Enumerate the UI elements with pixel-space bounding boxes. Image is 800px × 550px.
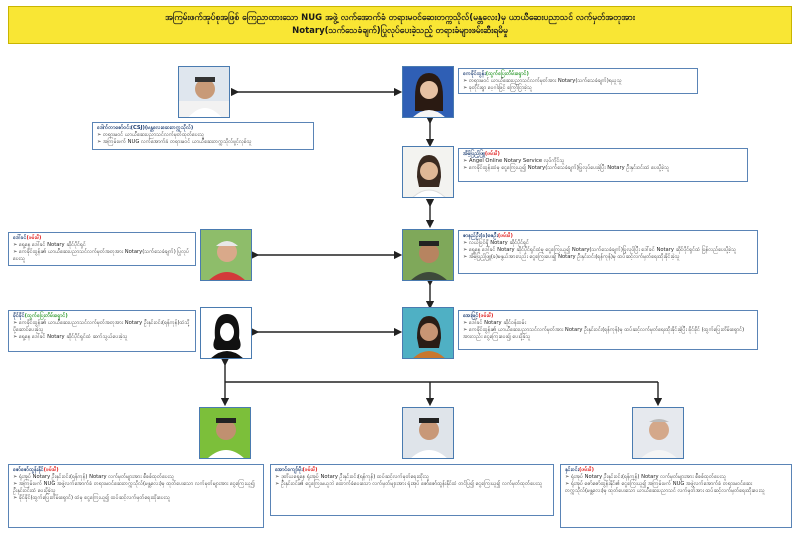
photo-p1 (178, 66, 230, 118)
item-p9-0: ➢ ဒုတိယရှေ့နေ ရုံးအုပ် Notary ဦးနှင်းဝင်း(ရန်ကုန်) ထပ်ဆင့်လက်မှတ်ရေးထိုးသူ (275, 474, 549, 481)
item-p4-0: ➢ ရှေ့နေ ဒေါ်ခင် Notary ဆိုင်ပိုင်ရှင် (13, 242, 191, 249)
card-p1 (92, 122, 314, 150)
photo-p10 (632, 407, 684, 459)
item-p8-1: ➢ အကြမ်းဖက် NUG အဖွဲ့လက်အောက်ခံ တရားမဝင်ဆေးတက္ကသိုလ်(မန္တလေး)မှ ထုတ်ပေးသော လက်မှတ်များအား ငွေကြေးယူ၍ ဦးနှင်းဝင်းထံ ပေးပို့ခဲ့သူ (13, 481, 259, 495)
photo-p3 (402, 146, 454, 198)
item-p4-1: ➢ ကေခိုင်ထွန်း၏ ယာယီဆေးပညာသင်လက်မှတ်အတုအား Notary(သက်သေခံချက်) ပြုလုပ်ပေးသူ (13, 249, 191, 263)
name-p3: အိမ့်ပြည့်ဖြူ (463, 151, 485, 157)
item-p6-0: ➢ ကေခိုင်ထွန်း၏ ယာယီဆေးပညာသင်လက်မှတ်အတုအား Notary ဦးနှင်းဝင်း(ရန်ကုန်)ထံသို့ ပို့ဆောင်ပေးခဲ့သူ (13, 320, 191, 334)
card-p8 (8, 464, 264, 528)
name-p5: ဇာနည်ဦး(ခ)ဇေဦး (463, 233, 498, 239)
card-p6 (8, 310, 196, 352)
item-p7-1: ➢ ကေခိုင်ထွန်း၏ ယာယီဆေးပညာသင်လက်မှတ်အား Notary ဦးနှင်းဝင်း(ရန်ကုန်)မှ ထပ်ဆင့်လက်မှတ်ရေးထိုးခိုင်းခဲ့ပြီး ခိုင်ခိုင် (ထွက်ပြေးတိမ်းရှောင်) အားလည်း ငွေကြေးပေး၍ ပေးပို့ခဲ့သူ (463, 327, 753, 341)
photo-p7 (402, 307, 454, 359)
status-p3: (ဖမ်းမိ) (484, 151, 500, 157)
status-p5: (ဖမ်းမိ) (497, 233, 513, 239)
item-p9-1: ➢ ဦးနှင်းဝင်း၏ ငွေကြေးမယူဘဲ ထောက်ခံပေးသော လက်မှတ်များအား ရုံးအုပ် ဇော်ဇော်ထွန်းနိုင်ထံ တင်ပြ၍ ငွေကြေးယူ၍ လက်မှတ်ထုတ်ပေးသူ (275, 481, 549, 488)
photo-p5 (402, 229, 454, 281)
name-p2: ကေခိုင်ထွန်း (463, 71, 486, 77)
photo-p4 (200, 229, 252, 281)
name-p8: ဇော်ဇော်ထွန်းနိုင် (13, 467, 44, 473)
card-p10 (560, 464, 792, 528)
card-p2 (458, 68, 698, 94)
item-p3-1: ➢ ကေခိုင်ထွန်းထံမှ ငွေကြေးယူ၍ Notary(သက်သေခံချက်)ပြုလုပ်ပေးခဲ့ပြီး Notary ဦးနှင်းဝင်းထံ ပေးပို့ခဲ့သူ (463, 165, 743, 172)
photo-p6-silhouette (200, 307, 252, 359)
name-p1: ဒေါက်တာဇော်ဝင်း(CSJ)(မန္တလေးဆေးတက္ကသိုလ်) (97, 125, 194, 131)
item-p2-0: ➢ တရားမဝင် ယာယီဆေးပညာသင်လက်မှတ်အား Notary(သက်သေခံချက်)ရယူသူ (463, 78, 693, 85)
title-line-2: Notary(သက်သေခံချက်)ပြုလုပ်ပေးခဲ့သည့် တရားခံများဖမ်းဆီးရမိမှု (292, 26, 508, 36)
name-p9: အောင်ကျော်မိုး (275, 467, 303, 473)
card-p4 (8, 232, 196, 266)
item-p10-1: ➢ ရုံးအုပ် ဇော်ဇော်ထွန်းနိုင်၏ ငွေကြေးယူ၍ အကြမ်းဖက် NUG အဖွဲ့လက်အောက်ခံ တရားမဝင်ဆေးတက္ကသိုလ်(မန္တလေး)မှ ထုတ်ပေးသော ယာယီဆေးပညာသင် လက်မှတ်အား ထပ်ဆင့်လက်မှတ်ရေးထိုးပေးသူ (565, 481, 787, 495)
item-p5-1: ➢ ရှေ့နေ ဒေါ်ခင် Notary ဆိုင်ပိုင်ရှင်ထံမှ ငွေကြေးယူ၍ Notary(သက်သေခံချက်)ပြုလုပ်ပြီး ဒေါ်ခင် Notary ဆိုင်ပိုင်ရှင်ထံ ပြန်လည်ပေးပို့ခဲ့သူ (463, 247, 753, 254)
status-p8: (ဖမ်းမိ) (43, 467, 59, 473)
item-p5-2: ➢ အိမ့်ပြည့်ဖြူ(ခ)မနွယ်အားလည်း ငွေကြေးပေး၍ Notary ဦးနှင်းဝင်း(ရန်ကုန်)မှ ထပ်ဆင့်လက်မှတ်ရေးထိုးခိုင်းခဲ့သူ (463, 254, 753, 261)
status-p4: (ဖမ်းမိ) (26, 235, 42, 241)
status-p7: (ဖမ်းမိ) (478, 313, 494, 319)
item-p8-0: ➢ ရုံးအုပ် Notary ဦးနှင်းဝင်း(ရန်ကုန်) Notary လက်မှတ်များအား စီစစ်ထုတ်ပေးသူ (13, 474, 259, 481)
item-p2-1: ➢ ခုတိုင်းရွာ ပေ့ဂါးဖြင့် ကြော်ငြာခဲ့သူ (463, 85, 693, 92)
name-p6: ခိုင်ခိုင် (13, 313, 25, 319)
status-p6: (ထွက်ပြေးတိမ်းရှောင်) (24, 313, 68, 319)
card-p5 (458, 230, 758, 274)
name-p4: ဒေါ်ခင် (13, 235, 27, 241)
item-p3-0: ➢ Angel Online Notary Service လုပ်ကိုင်သူ (463, 158, 743, 165)
item-p6-1: ➢ ရှေ့နေ ဒေါ်ခင် Notary ဆိုင်ပိုင်ရှင်ထံ ဆက်သွယ်ပေးခဲ့သူ (13, 334, 191, 341)
item-p7-0: ➢ ဒေါ်ခင် Notary ဆိုင်ဝန်ထမ်း (463, 320, 753, 327)
item-p10-0: ➢ ရုံးအုပ် Notary ဦးနှင်းဝင်း(ရန်ကုန်) Notary လက်မှတ်များအား စီစစ်ထုတ်ပေးသူ (565, 474, 787, 481)
photo-p9 (402, 407, 454, 459)
name-p10: နှင်းဝင်း (565, 467, 579, 473)
item-p1-1: ➢ အကြမ်းဖက် NUG လက်အောက်ခံ တရားမဝင် ယာယီဆေးတက္ကသိုလ်ဖွင့်လှစ်သူ (97, 139, 309, 146)
photo-p8 (199, 407, 251, 459)
status-p10: (ဖမ်းမိ) (578, 467, 594, 473)
card-p9 (270, 464, 554, 516)
item-p8-2: ➢ ခိုင်ခိုင်(ထွက်ပြေးတိမ်းရှောင်) ထံမှ ငွေကြေးယူ၍ ထပ်ဆင့်လက်မှတ်ရေးထိုးပေးသူ (13, 495, 259, 502)
name-p7: အေးမြင့် (463, 313, 479, 319)
item-p1-0: ➢ တရားမဝင် ယာယီဆေးပညာသင်လက်မှတ်ထုတ်ပေးသူ (97, 132, 309, 139)
status-p2: (ထွက်ပြေးတိမ်းရှောင်) (485, 71, 529, 77)
card-p3 (458, 148, 748, 182)
photo-p2 (402, 66, 454, 118)
status-p9: (ဖမ်းမိ) (302, 467, 318, 473)
card-p7 (458, 310, 758, 350)
title-line-1: အကြမ်းဖက်အုပ်စုအဖြစ် ကြေညာထားသော NUG အဖွဲ့ လက်အောက်ခံ တရားမဝင်ဆေးတက္ကသိုလ်(မန္တလေး)မှ ယာယီဆေးပညာသင် လက်မှတ်အတုအား (165, 13, 635, 23)
item-p5-0: ➢ လယ်ပြင်ရှိ Notary ဆိုင်ပိုင်ရှင် (463, 240, 753, 247)
